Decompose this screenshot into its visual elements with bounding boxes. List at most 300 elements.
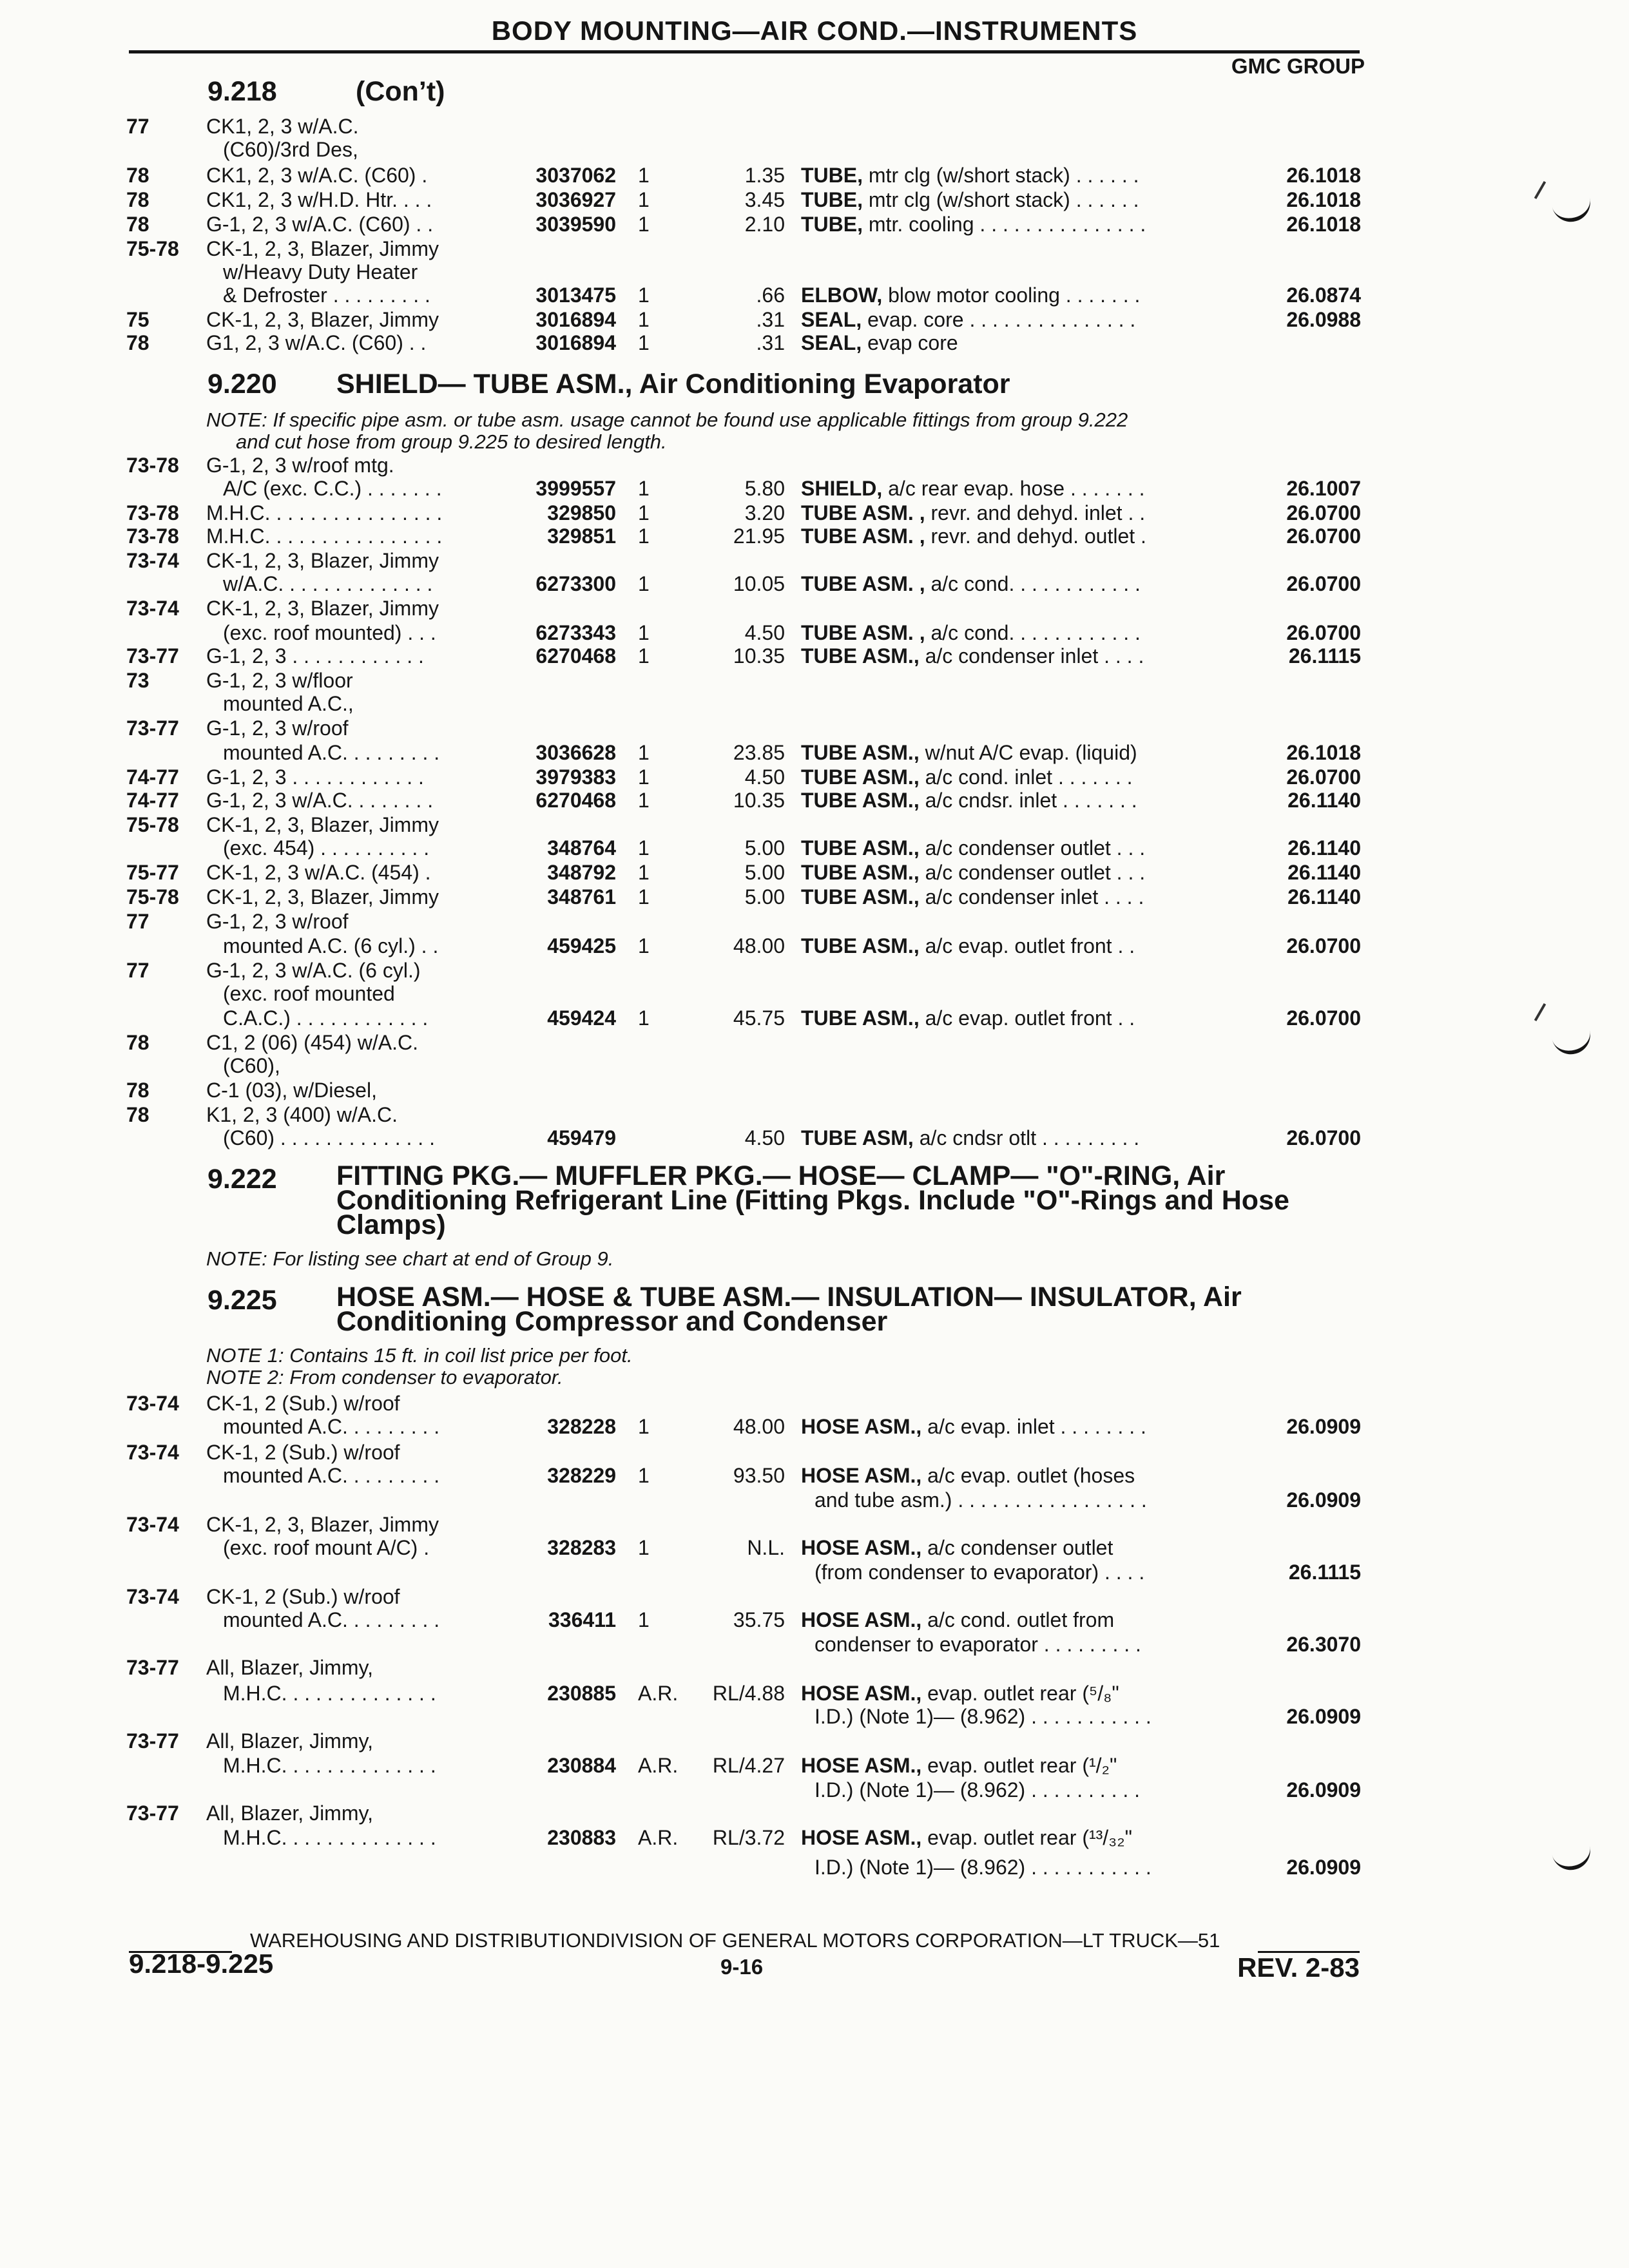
part-name-detail: w/nut A/C evap. (liquid) xyxy=(919,741,1137,764)
list-price: 5.00 xyxy=(744,885,785,908)
part-number: 459424 xyxy=(547,1006,616,1030)
application-desc: K1, 2, 3 (400) w/A.C. xyxy=(206,1103,398,1126)
part-number: 230883 xyxy=(547,1826,616,1849)
model-year: 73-77 xyxy=(126,1729,179,1753)
price-code: 26.0700 xyxy=(1286,572,1361,595)
price-code: 26.0909 xyxy=(1286,1488,1361,1512)
list-price: .31 xyxy=(756,331,785,354)
part-name-detail: mtr clg (w/short stack) . . . . . . xyxy=(863,164,1139,187)
quantity: 1 xyxy=(638,789,650,812)
application-desc: M.H.C. . . . . . . . . . . . . . . . xyxy=(206,524,443,548)
price-code: 26.1115 xyxy=(1288,644,1361,668)
application-desc: M.H.C. . . . . . . . . . . . . . xyxy=(223,1826,436,1849)
part-name xyxy=(801,331,958,354)
section-title-line: HOSE ASM.— HOSE & TUBE ASM.— INSULATION— INSULATOR, Air xyxy=(336,1282,1242,1312)
application-desc: mounted A.C. . . . . . . . . xyxy=(223,741,440,764)
footer-line: WAREHOUSING AND DISTRIBUTIONDIVISION OF GENERAL MOTORS CORPORATION—LT TRUCK—51 xyxy=(250,1929,1220,1952)
application-desc: (exc. roof mounted xyxy=(223,982,395,1005)
quantity: 1 xyxy=(638,331,650,354)
price-code: 26.0909 xyxy=(1286,1778,1361,1802)
part-number: 3999557 xyxy=(535,477,616,500)
part-name xyxy=(801,741,1137,764)
application-desc: (C60), xyxy=(223,1054,280,1077)
quantity: 1 xyxy=(638,1006,650,1030)
part-number: 230884 xyxy=(547,1754,616,1777)
part-name-detail: a/c condenser inlet . . . . xyxy=(919,644,1144,668)
section-title xyxy=(336,1282,1242,1337)
part-name-detail: a/c condenser outlet . . . xyxy=(919,836,1146,860)
part-name xyxy=(801,1536,1113,1559)
application-desc: G-1, 2, 3 w/A.C. . . . . . . . xyxy=(206,789,434,812)
binder-mark-icon xyxy=(1550,190,1594,226)
list-price: 23.85 xyxy=(733,741,785,764)
part-name-bold: TUBE ASM, xyxy=(801,1126,914,1149)
application-desc: G-1, 2, 3 w/roof mtg. xyxy=(206,454,394,477)
part-name xyxy=(801,1126,1139,1149)
list-price: 93.50 xyxy=(733,1464,785,1487)
part-name-bold: TUBE ASM., xyxy=(801,861,920,884)
application-desc: A/C (exc. C.C.) . . . . . . . xyxy=(223,477,442,500)
part-number: 3016894 xyxy=(535,308,616,331)
part-name-bold: TUBE ASM., xyxy=(801,644,920,668)
model-year: 73-74 xyxy=(126,1513,179,1536)
model-year: 73-77 xyxy=(126,644,179,668)
price-code: 26.0700 xyxy=(1286,1006,1361,1030)
section-number: 9.222 xyxy=(207,1164,277,1195)
list-price: 2.10 xyxy=(744,213,785,236)
list-price: 4.50 xyxy=(744,765,785,789)
part-name-continued: (from condenser to evaporator) . . . . xyxy=(815,1561,1145,1584)
price-code: 26.0700 xyxy=(1286,501,1361,524)
application-desc: M.H.C. . . . . . . . . . . . . . xyxy=(223,1754,436,1777)
price-code: 26.1018 xyxy=(1286,741,1361,764)
list-price: 10.35 xyxy=(733,789,785,812)
list-price: 48.00 xyxy=(733,934,785,957)
part-name xyxy=(801,934,1135,957)
application-desc: C1, 2 (06) (454) w/A.C. xyxy=(206,1031,418,1054)
application-desc: C-1 (03), w/Diesel, xyxy=(206,1079,377,1102)
price-code: 26.0909 xyxy=(1286,1856,1361,1879)
model-year: 74-77 xyxy=(126,789,179,812)
part-name-bold: TUBE ASM., xyxy=(801,765,920,789)
part-name-detail: a/c condenser inlet . . . . xyxy=(919,885,1144,908)
section-title-line: Conditioning Compressor and Condenser xyxy=(336,1306,888,1337)
part-name-detail: revr. and dehyd. outlet . xyxy=(925,524,1146,548)
part-name-bold: TUBE ASM. , xyxy=(801,501,925,524)
list-price: 1.35 xyxy=(744,164,785,187)
part-number: 348764 xyxy=(547,836,616,860)
part-name xyxy=(801,284,1140,307)
section-note: NOTE 1: Contains 15 ft. in coil list price per foot. xyxy=(206,1344,633,1367)
part-name xyxy=(801,1754,1117,1777)
part-number: 6273300 xyxy=(535,572,616,595)
part-number: 459425 xyxy=(547,934,616,957)
list-price: RL/3.72 xyxy=(712,1826,785,1849)
part-number: 329851 xyxy=(547,524,616,548)
part-name-detail: a/c evap. inlet . . . . . . . . xyxy=(921,1415,1146,1438)
application-desc: CK-1, 2 (Sub.) w/roof xyxy=(206,1585,400,1608)
application-desc: CK-1, 2, 3, Blazer, Jimmy xyxy=(206,308,439,331)
model-year: 75-78 xyxy=(126,885,179,908)
list-price: .66 xyxy=(756,284,785,307)
model-year: 73-77 xyxy=(126,716,179,740)
part-name-detail: evap. core . . . . . . . . . . . . . . . xyxy=(862,308,1136,331)
application-desc: CK1, 2, 3 w/A.C. (C60) . xyxy=(206,164,428,187)
model-year: 73-74 xyxy=(126,1441,179,1464)
section-title: SHIELD— TUBE ASM., Air Conditioning Evaporator xyxy=(336,369,1010,399)
model-year: 73 xyxy=(126,669,149,692)
list-price: 48.00 xyxy=(733,1415,785,1438)
binder-mark-icon xyxy=(1550,1838,1594,1874)
list-price: 5.80 xyxy=(744,477,785,500)
application-desc: mounted A.C. . . . . . . . . xyxy=(223,1464,440,1487)
application-desc: C.A.C.) . . . . . . . . . . . . xyxy=(223,1006,429,1030)
section-number: 9.225 xyxy=(207,1285,277,1316)
list-price: 10.35 xyxy=(733,644,785,668)
part-name xyxy=(801,1682,1119,1705)
application-desc: w/Heavy Duty Heater xyxy=(223,260,418,284)
quantity: 1 xyxy=(638,308,650,331)
application-desc: All, Blazer, Jimmy, xyxy=(206,1656,373,1679)
part-name xyxy=(801,1464,1135,1487)
part-number: 328228 xyxy=(547,1415,616,1438)
part-name-detail: a/c evap. outlet front . . xyxy=(919,934,1135,957)
model-year: 73-74 xyxy=(126,549,179,572)
model-year: 78 xyxy=(126,1079,149,1102)
application-desc: w/A.C. . . . . . . . . . . . . . xyxy=(223,572,433,595)
part-name xyxy=(801,765,1133,789)
part-name xyxy=(801,836,1145,860)
application-desc: (C60)/3rd Des, xyxy=(223,138,358,161)
application-desc: G-1, 2, 3 w/A.C. (6 cyl.) xyxy=(206,959,421,982)
section-note: and cut hose from group 9.225 to desired length. xyxy=(236,430,667,453)
quantity: 1 xyxy=(638,477,650,500)
application-desc: CK-1, 2, 3, Blazer, Jimmy xyxy=(206,237,439,260)
binder-mark-icon xyxy=(1534,1003,1546,1021)
part-name xyxy=(801,1415,1146,1438)
application-desc: M.H.C. . . . . . . . . . . . . . . . xyxy=(206,501,443,524)
part-name-bold: TUBE ASM. , xyxy=(801,621,925,644)
part-name-bold: SEAL, xyxy=(801,331,862,354)
price-code: 26.1018 xyxy=(1286,164,1361,187)
price-code: 26.0700 xyxy=(1286,1126,1361,1149)
part-name-detail: a/c cndsr otlt . . . . . . . . . xyxy=(913,1126,1140,1149)
model-year: 75-78 xyxy=(126,813,179,836)
application-desc: G-1, 2, 3 w/roof xyxy=(206,910,349,933)
price-code: 26.0700 xyxy=(1286,765,1361,789)
part-name xyxy=(801,188,1139,211)
price-code: 26.1140 xyxy=(1287,885,1361,908)
model-year: 77 xyxy=(126,959,149,982)
part-name-detail: a/c cndsr. inlet . . . . . . . xyxy=(919,789,1137,812)
part-name-detail: a/c rear evap. hose . . . . . . . xyxy=(882,477,1145,500)
part-name-detail: evap. outlet rear (¹³/₃₂" xyxy=(921,1826,1132,1849)
quantity: A.R. xyxy=(638,1682,679,1705)
part-name-detail: evap. outlet rear (⁵/₈" xyxy=(921,1682,1119,1705)
application-desc: G1, 2, 3 w/A.C. (C60) . . xyxy=(206,331,427,354)
binder-mark-icon xyxy=(1534,181,1546,199)
part-name-bold: TUBE ASM. , xyxy=(801,572,925,595)
part-name xyxy=(801,213,1146,236)
list-price: 5.00 xyxy=(744,836,785,860)
list-price: RL/4.88 xyxy=(712,1682,785,1705)
part-name-detail: a/c cond. . . . . . . . . . . . xyxy=(925,621,1141,644)
part-name-bold: HOSE ASM., xyxy=(801,1464,922,1487)
price-code: 26.0909 xyxy=(1286,1705,1361,1728)
part-name xyxy=(801,1006,1135,1030)
application-desc: CK1, 2, 3 w/H.D. Htr. . . . xyxy=(206,188,432,211)
section-title-line: FITTING PKG.— MUFFLER PKG.— HOSE— CLAMP— "O"-RING, Air xyxy=(336,1160,1226,1191)
group-label: GMC GROUP xyxy=(1231,54,1365,78)
part-name-bold: HOSE ASM., xyxy=(801,1754,922,1777)
application-desc: G-1, 2, 3 w/A.C. (C60) . . xyxy=(206,213,434,236)
part-number: 6270468 xyxy=(535,789,616,812)
part-name-detail: a/c condenser outlet xyxy=(921,1536,1113,1559)
quantity: 1 xyxy=(638,501,650,524)
binder-mark-icon xyxy=(1550,1023,1594,1058)
price-code: 26.1140 xyxy=(1287,861,1361,884)
application-desc: CK-1, 2, 3, Blazer, Jimmy xyxy=(206,813,439,836)
part-name-bold: TUBE, xyxy=(801,213,863,236)
part-name xyxy=(801,1608,1114,1631)
application-desc: mounted A.C. . . . . . . . . xyxy=(223,1608,440,1631)
part-name-bold: HOSE ASM., xyxy=(801,1536,922,1559)
quantity: 1 xyxy=(638,572,650,595)
quantity: 1 xyxy=(638,836,650,860)
quantity: 1 xyxy=(638,934,650,957)
revision-label: REV. 2-83 xyxy=(1237,1952,1360,1983)
model-year: 73-78 xyxy=(126,454,179,477)
section-note: NOTE: For listing see chart at end of Group 9. xyxy=(206,1247,614,1270)
part-name-detail: mtr clg (w/short stack) . . . . . . xyxy=(863,188,1139,211)
part-name-bold: HOSE ASM., xyxy=(801,1608,922,1631)
quantity: 1 xyxy=(638,741,650,764)
section-note: NOTE: If specific pipe asm. or tube asm. usage cannot be found use applicable fittings from group 9.222 xyxy=(206,408,1128,431)
part-name-bold: HOSE ASM., xyxy=(801,1415,922,1438)
part-number: 329850 xyxy=(547,501,616,524)
quantity: 1 xyxy=(638,644,650,668)
model-year: 75-78 xyxy=(126,237,179,260)
part-name-detail: a/c cond. inlet . . . . . . . xyxy=(919,765,1133,789)
application-desc: CK-1, 2, 3, Blazer, Jimmy xyxy=(206,885,439,908)
part-name-bold: HOSE ASM., xyxy=(801,1682,922,1705)
application-desc: G-1, 2, 3 w/roof xyxy=(206,716,349,740)
quantity: 1 xyxy=(638,861,650,884)
part-name-bold: TUBE ASM., xyxy=(801,836,920,860)
price-code: 26.0700 xyxy=(1286,621,1361,644)
model-year: 73-78 xyxy=(126,501,179,524)
application-desc: G-1, 2, 3 . . . . . . . . . . . . xyxy=(206,644,424,668)
page-number: 9-16 xyxy=(720,1955,764,1979)
application-desc: mounted A.C., xyxy=(223,692,354,715)
quantity: 1 xyxy=(638,524,650,548)
model-year: 75 xyxy=(126,308,149,331)
application-desc: All, Blazer, Jimmy, xyxy=(206,1729,373,1753)
price-code: 26.0700 xyxy=(1286,524,1361,548)
quantity: 1 xyxy=(638,621,650,644)
part-number: 348761 xyxy=(547,885,616,908)
part-name-bold: TUBE ASM., xyxy=(801,789,920,812)
part-number: 3036628 xyxy=(535,741,616,764)
list-price: 45.75 xyxy=(733,1006,785,1030)
part-number: 3037062 xyxy=(535,164,616,187)
section-title xyxy=(336,1160,1289,1240)
part-name-bold: TUBE ASM., xyxy=(801,1006,920,1030)
part-name xyxy=(801,861,1145,884)
section-title-line: Conditioning Refrigerant Line (Fitting Pkgs. Include "O"-Rings and Hose xyxy=(336,1185,1289,1216)
quantity: 1 xyxy=(638,284,650,307)
part-number: 3016894 xyxy=(535,331,616,354)
quantity: 1 xyxy=(638,1608,650,1631)
part-name-continued: I.D.) (Note 1)— (8.962) . . . . . . . . . . xyxy=(815,1778,1141,1802)
application-desc: CK-1, 2, 3, Blazer, Jimmy xyxy=(206,1513,439,1536)
price-code: 26.0988 xyxy=(1286,308,1361,331)
application-desc: CK-1, 2, 3 w/A.C. (454) . xyxy=(206,861,431,884)
application-desc: All, Blazer, Jimmy, xyxy=(206,1802,373,1825)
model-year: 77 xyxy=(126,115,149,138)
application-desc: (exc. 454) . . . . . . . . . . xyxy=(223,836,430,860)
section-number: 9.220 xyxy=(207,369,277,399)
price-code: 26.1007 xyxy=(1286,477,1361,500)
application-desc: M.H.C. . . . . . . . . . . . . . xyxy=(223,1682,436,1705)
application-desc: (exc. roof mount A/C) . xyxy=(223,1536,430,1559)
quantity: 1 xyxy=(638,188,650,211)
model-year: 78 xyxy=(126,164,149,187)
part-name xyxy=(801,501,1145,524)
part-name-detail: mtr. cooling . . . . . . . . . . . . . . . xyxy=(863,213,1146,236)
part-name xyxy=(801,885,1144,908)
part-number: 328283 xyxy=(547,1536,616,1559)
part-name-bold: TUBE ASM., xyxy=(801,741,920,764)
price-code: 26.0909 xyxy=(1286,1415,1361,1438)
quantity: 1 xyxy=(638,765,650,789)
application-desc: G-1, 2, 3 . . . . . . . . . . . . xyxy=(206,765,424,789)
price-code: 26.1018 xyxy=(1286,188,1361,211)
header-rule xyxy=(129,50,1360,53)
part-number: 348792 xyxy=(547,861,616,884)
list-price: 10.05 xyxy=(733,572,785,595)
part-name xyxy=(801,164,1139,187)
price-code: 26.1140 xyxy=(1287,836,1361,860)
part-number: 6273343 xyxy=(535,621,616,644)
section-number: 9.218 xyxy=(207,76,277,107)
model-year: 73-77 xyxy=(126,1802,179,1825)
list-price: 35.75 xyxy=(733,1608,785,1631)
application-desc: mounted A.C. (6 cyl.) . . xyxy=(223,934,439,957)
part-name-bold: TUBE ASM., xyxy=(801,885,920,908)
application-desc: CK-1, 2, 3, Blazer, Jimmy xyxy=(206,597,439,620)
quantity: A.R. xyxy=(638,1826,679,1849)
part-name xyxy=(801,524,1146,548)
list-price: 4.50 xyxy=(744,621,785,644)
part-name-detail: a/c cond. . . . . . . . . . . . xyxy=(925,572,1141,595)
part-name-bold: TUBE, xyxy=(801,164,863,187)
model-year: 77 xyxy=(126,910,149,933)
model-year: 75-77 xyxy=(126,861,179,884)
part-name xyxy=(801,572,1141,595)
model-year: 73-74 xyxy=(126,1585,179,1608)
part-name xyxy=(801,644,1144,668)
list-price: RL/4.27 xyxy=(712,1754,785,1777)
quantity: 1 xyxy=(638,1415,650,1438)
part-name-bold: SEAL, xyxy=(801,308,862,331)
list-price: 21.95 xyxy=(733,524,785,548)
part-name xyxy=(801,1826,1132,1849)
model-year: 78 xyxy=(126,213,149,236)
part-name xyxy=(801,308,1135,331)
model-year: 73-74 xyxy=(126,597,179,620)
list-price: N.L. xyxy=(747,1536,785,1559)
page-title: BODY MOUNTING—AIR COND.—INSTRUMENTS xyxy=(491,15,1138,46)
part-number: 336411 xyxy=(548,1608,616,1631)
quantity: 1 xyxy=(638,1536,650,1559)
part-name-bold: TUBE ASM. , xyxy=(801,524,925,548)
section-title-line: Clamps) xyxy=(336,1209,446,1240)
application-desc: CK1, 2, 3 w/A.C. xyxy=(206,115,359,138)
part-number: 3039590 xyxy=(535,213,616,236)
part-name xyxy=(801,621,1141,644)
part-name-bold: HOSE ASM., xyxy=(801,1826,922,1849)
price-code: 26.0700 xyxy=(1286,934,1361,957)
part-name-bold: TUBE ASM., xyxy=(801,934,920,957)
model-year: 78 xyxy=(126,188,149,211)
part-name-detail: a/c evap. outlet front . . xyxy=(919,1006,1135,1030)
list-price: 4.50 xyxy=(744,1126,785,1149)
model-year: 73-78 xyxy=(126,524,179,548)
part-number: 3036927 xyxy=(535,188,616,211)
application-desc: mounted A.C. . . . . . . . . xyxy=(223,1415,440,1438)
model-year: 73-77 xyxy=(126,1656,179,1679)
model-year: 78 xyxy=(126,331,149,354)
price-code: 26.1018 xyxy=(1286,213,1361,236)
price-code: 26.1140 xyxy=(1287,789,1361,812)
application-desc: (exc. roof mounted) . . . xyxy=(223,621,436,644)
part-name xyxy=(801,477,1145,500)
part-name-bold: SHIELD, xyxy=(801,477,883,500)
part-name-continued: condenser to evaporator . . . . . . . . . xyxy=(815,1633,1141,1656)
part-name-bold: ELBOW, xyxy=(801,284,883,307)
section-title: (Con’t) xyxy=(356,76,445,107)
price-code: 26.1115 xyxy=(1288,1561,1361,1584)
application-desc: CK-1, 2, 3, Blazer, Jimmy xyxy=(206,549,439,572)
application-desc: G-1, 2, 3 w/floor xyxy=(206,669,353,692)
part-name-detail: a/c cond. outlet from xyxy=(921,1608,1115,1631)
list-price: 3.20 xyxy=(744,501,785,524)
quantity: A.R. xyxy=(638,1754,679,1777)
model-year: 78 xyxy=(126,1031,149,1054)
list-price: 5.00 xyxy=(744,861,785,884)
list-price: .31 xyxy=(756,308,785,331)
part-name-detail: revr. and dehyd. inlet . . xyxy=(925,501,1146,524)
price-code: 26.3070 xyxy=(1286,1633,1361,1656)
list-price: 3.45 xyxy=(744,188,785,211)
part-name-detail: blow motor cooling . . . . . . . xyxy=(882,284,1141,307)
part-name xyxy=(801,789,1137,812)
part-name-detail: a/c condenser outlet . . . xyxy=(919,861,1146,884)
part-name-bold: TUBE, xyxy=(801,188,863,211)
part-number: 328229 xyxy=(547,1464,616,1487)
application-desc: & Defroster . . . . . . . . . xyxy=(223,284,430,307)
model-year: 73-74 xyxy=(126,1392,179,1415)
footer-range: 9.218-9.225 xyxy=(129,1948,274,1979)
part-number: 230885 xyxy=(547,1682,616,1705)
part-number: 3979383 xyxy=(535,765,616,789)
part-number: 459479 xyxy=(547,1126,616,1149)
part-number: 3013475 xyxy=(535,284,616,307)
model-year: 74-77 xyxy=(126,765,179,789)
quantity: 1 xyxy=(638,1464,650,1487)
part-name-detail: a/c evap. outlet (hoses xyxy=(921,1464,1135,1487)
